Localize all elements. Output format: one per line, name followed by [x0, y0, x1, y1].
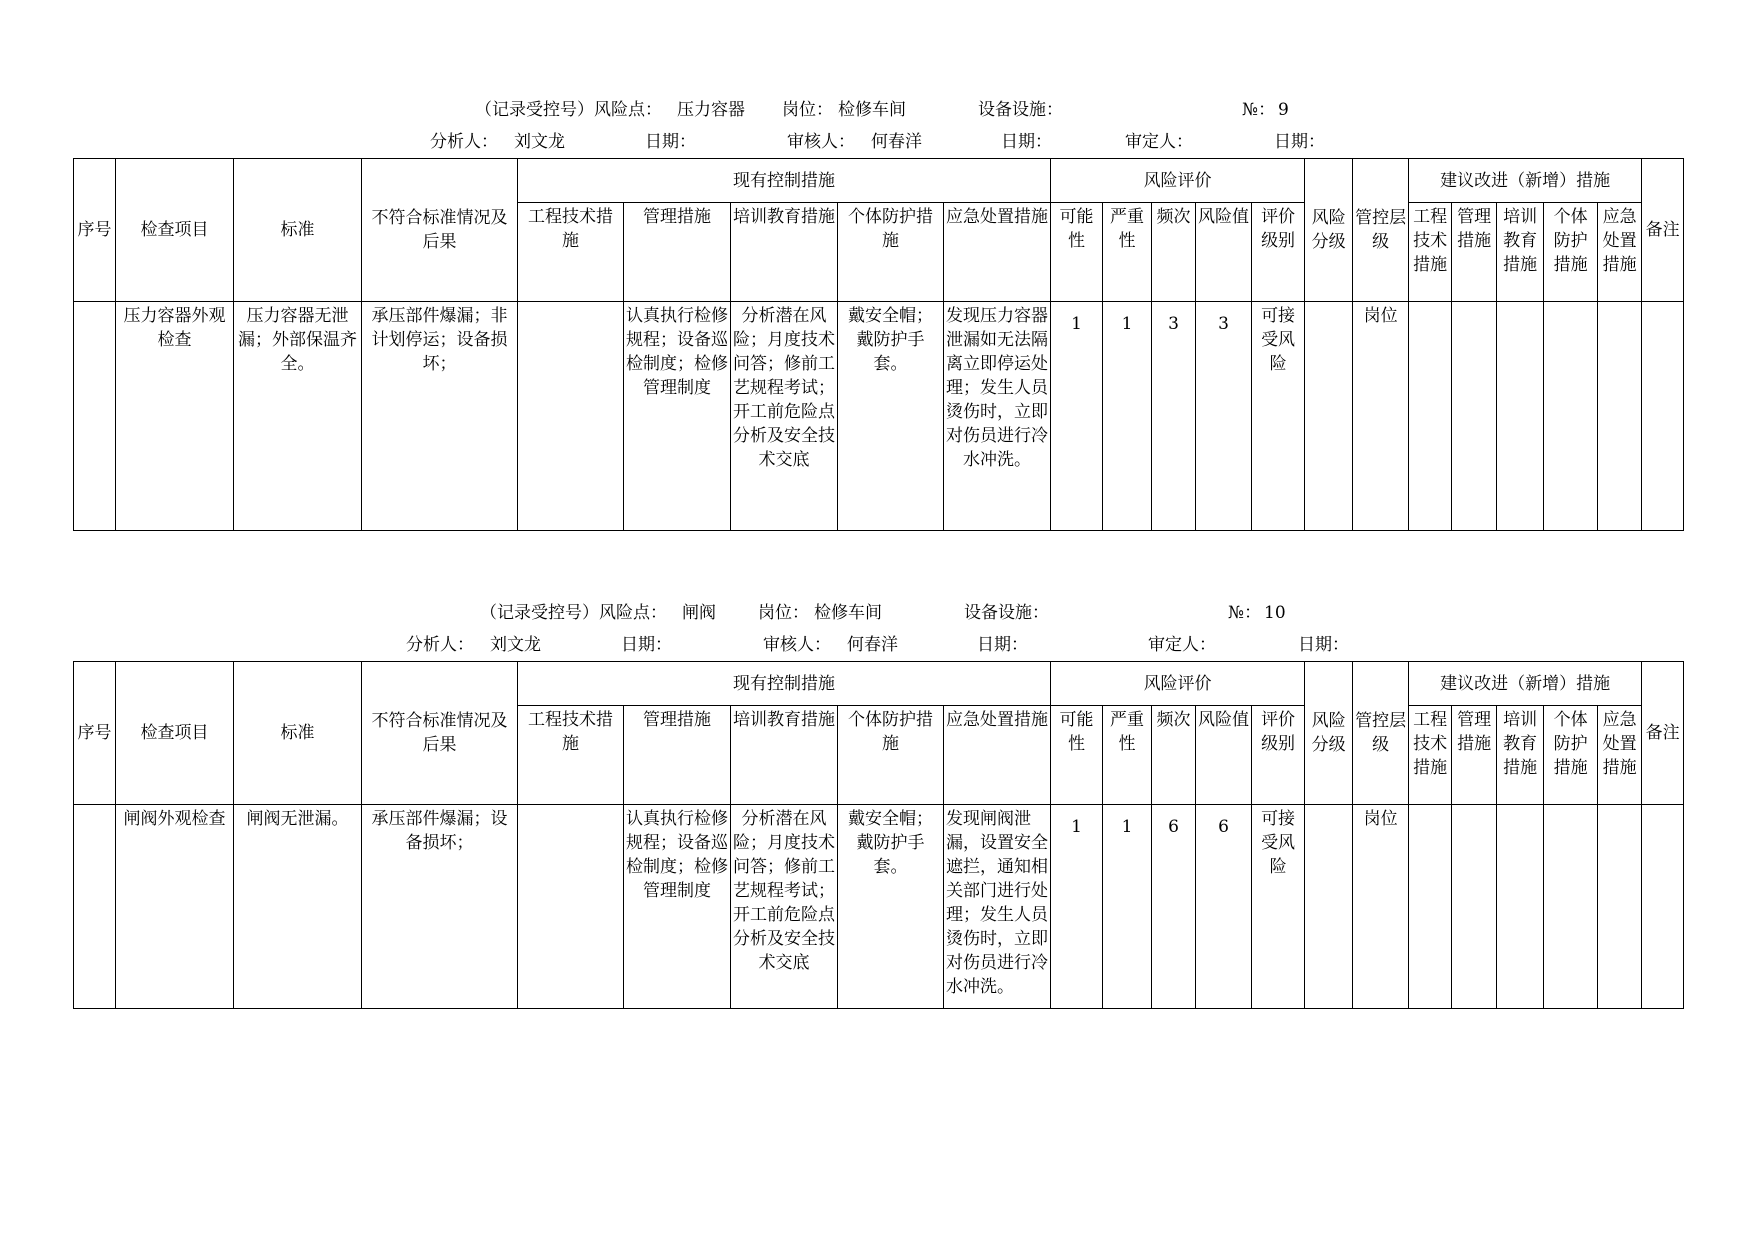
col-header-suggest-emergency: 应急处置措施 — [1598, 203, 1642, 302]
col-header-emergency: 应急处置措施 — [944, 706, 1051, 805]
col-header-management: 管理措施 — [624, 706, 731, 805]
analyst-label: 分析人： — [430, 132, 498, 152]
col-header-training: 培训教育措施 — [731, 203, 838, 302]
reviewer-value: 何春洋 — [847, 635, 898, 655]
col-header-suggest-management: 管理措施 — [1452, 706, 1497, 805]
cell-suggest-eng-tech — [1409, 805, 1452, 1009]
cell-risk-grade — [1305, 302, 1353, 531]
facility-label: 设备设施： — [978, 100, 1063, 120]
col-header-risk-value: 风险值 — [1196, 203, 1252, 302]
record-label: （记录受控号）风险点： — [475, 100, 662, 120]
col-group-suggested-measures: 建议改进（新增）措施 — [1409, 662, 1642, 706]
number-label: №： — [1228, 603, 1262, 623]
cell-seq — [74, 302, 116, 531]
col-group-existing-measures: 现有控制措施 — [518, 662, 1051, 706]
col-header-suggest-emergency: 应急处置措施 — [1598, 706, 1642, 805]
number-label: №： — [1242, 100, 1276, 120]
date-label: 日期： — [645, 132, 696, 152]
date-label: 日期： — [1298, 635, 1349, 655]
col-header-seq: 序号 — [74, 662, 116, 805]
col-header-ppe: 个体防护措施 — [838, 706, 944, 805]
reviewer-value: 何春洋 — [871, 132, 922, 152]
cell-eval-level: 可接受风险 — [1252, 302, 1305, 531]
col-header-risk-value: 风险值 — [1196, 706, 1252, 805]
cell-ppe: 戴安全帽；戴防护手套。 — [838, 805, 944, 1009]
post-label: 岗位： — [758, 603, 809, 623]
cell-eng-tech — [518, 805, 624, 1009]
cell-suggest-ppe — [1544, 302, 1598, 531]
col-header-severity: 严重性 — [1103, 203, 1152, 302]
col-header-check-item: 检查项目 — [116, 159, 234, 302]
col-header-suggest-training: 培训教育措施 — [1497, 203, 1544, 302]
col-header-possibility: 可能性 — [1051, 706, 1103, 805]
cell-risk-value: 6 — [1196, 805, 1252, 1009]
col-header-control-level: 管控层级 — [1353, 159, 1409, 302]
cell-severity: 1 — [1103, 805, 1152, 1009]
risk-point: 压力容器 — [677, 100, 745, 120]
cell-training: 分析潜在风险；月度技术问答；修前工艺规程考试；开工前危险点分析及安全技术交底 — [731, 302, 838, 531]
date-label: 日期： — [621, 635, 672, 655]
col-header-training: 培训教育措施 — [731, 706, 838, 805]
cell-suggest-eng-tech — [1409, 302, 1452, 531]
approver-label: 审定人： — [1125, 132, 1193, 152]
cell-suggest-emergency — [1598, 805, 1642, 1009]
risk-point: 闸阀 — [682, 603, 716, 623]
table-row — [74, 302, 1684, 531]
cell-risk-grade — [1305, 805, 1353, 1009]
col-header-remark: 备注 — [1642, 159, 1684, 302]
col-header-suggest-ppe: 个体防护措施 — [1544, 203, 1598, 302]
col-header-nonconformity: 不符合标准情况及后果 — [362, 662, 518, 805]
cell-emergency: 发现闸阀泄漏，设置安全遮拦，通知相关部门进行处理；发生人员烫伤时，立即对伤员进行冷水冲洗。 — [944, 805, 1051, 1009]
cell-training: 分析潜在风险；月度技术问答；修前工艺规程考试；开工前危险点分析及安全技术交底 — [731, 805, 838, 1009]
reviewer-label: 审核人： — [763, 635, 831, 655]
cell-check-item: 闸阀外观检查 — [116, 805, 234, 1009]
cell-management: 认真执行检修规程；设备巡检制度；检修管理制度 — [624, 302, 731, 531]
col-header-suggest-eng-tech: 工程技术措施 — [1409, 203, 1452, 302]
col-header-eng-tech: 工程技术措施 — [518, 203, 624, 302]
col-header-suggest-eng-tech: 工程技术措施 — [1409, 706, 1452, 805]
col-header-suggest-training: 培训教育措施 — [1497, 706, 1544, 805]
col-header-possibility: 可能性 — [1051, 203, 1103, 302]
col-group-existing-measures: 现有控制措施 — [518, 159, 1051, 203]
col-header-risk-grade: 风险分级 — [1305, 662, 1353, 805]
header-row — [74, 662, 1684, 706]
col-header-emergency: 应急处置措施 — [944, 203, 1051, 302]
col-header-risk-grade: 风险分级 — [1305, 159, 1353, 302]
reviewer-label: 审核人： — [787, 132, 855, 152]
cell-severity: 1 — [1103, 302, 1152, 531]
cell-management: 认真执行检修规程；设备巡检制度；检修管理制度 — [624, 805, 731, 1009]
col-header-eval-level: 评价级别 — [1252, 203, 1305, 302]
col-header-suggest-management: 管理措施 — [1452, 203, 1497, 302]
col-header-check-item: 检查项目 — [116, 662, 234, 805]
col-header-standard: 标准 — [234, 662, 362, 805]
cell-emergency: 发现压力容器泄漏如无法隔离立即停运处理；发生人员烫伤时，立即对伤员进行冷水冲洗。 — [944, 302, 1051, 531]
post-value: 检修车间 — [838, 100, 906, 120]
table-row — [74, 805, 1684, 1009]
col-header-nonconformity: 不符合标准情况及后果 — [362, 159, 518, 302]
analyst-value: 刘文龙 — [490, 635, 541, 655]
post-value: 检修车间 — [814, 603, 882, 623]
date-label: 日期： — [1001, 132, 1052, 152]
col-header-severity: 严重性 — [1103, 706, 1152, 805]
analyst-value: 刘文龙 — [514, 132, 565, 152]
cell-remark — [1642, 805, 1684, 1009]
col-header-eng-tech: 工程技术措施 — [518, 706, 624, 805]
number-value: 10 — [1264, 603, 1286, 623]
cell-suggest-training — [1497, 302, 1544, 531]
analyst-label: 分析人： — [406, 635, 474, 655]
approver-label: 审定人： — [1148, 635, 1216, 655]
col-header-control-level: 管控层级 — [1353, 662, 1409, 805]
date-label: 日期： — [977, 635, 1028, 655]
number-value: 9 — [1278, 100, 1289, 120]
col-header-ppe: 个体防护措施 — [838, 203, 944, 302]
col-header-standard: 标准 — [234, 159, 362, 302]
col-header-seq: 序号 — [74, 159, 116, 302]
cell-frequency: 6 — [1152, 805, 1196, 1009]
cell-possibility: 1 — [1051, 805, 1103, 1009]
record-label: （记录受控号）风险点： — [480, 603, 667, 623]
col-group-risk-evaluation: 风险评价 — [1051, 159, 1305, 203]
date-label: 日期： — [1274, 132, 1325, 152]
risk-table — [73, 158, 1684, 531]
facility-label: 设备设施： — [964, 603, 1049, 623]
risk-table — [73, 661, 1684, 1009]
col-header-suggest-ppe: 个体防护措施 — [1544, 706, 1598, 805]
cell-possibility: 1 — [1051, 302, 1103, 531]
cell-nonconformity: 承压部件爆漏；非计划停运；设备损坏； — [362, 302, 518, 531]
header-row — [74, 159, 1684, 203]
post-label: 岗位： — [782, 100, 833, 120]
col-header-eval-level: 评价级别 — [1252, 706, 1305, 805]
col-header-remark: 备注 — [1642, 662, 1684, 805]
cell-suggest-management — [1452, 302, 1497, 531]
cell-standard: 压力容器无泄漏；外部保温齐全。 — [234, 302, 362, 531]
col-header-frequency: 频次 — [1152, 706, 1196, 805]
cell-ppe: 戴安全帽；戴防护手套。 — [838, 302, 944, 531]
cell-nonconformity: 承压部件爆漏；设备损坏； — [362, 805, 518, 1009]
cell-suggest-management — [1452, 805, 1497, 1009]
cell-check-item: 压力容器外观检查 — [116, 302, 234, 531]
col-group-risk-evaluation: 风险评价 — [1051, 662, 1305, 706]
cell-risk-value: 3 — [1196, 302, 1252, 531]
cell-suggest-emergency — [1598, 302, 1642, 531]
cell-control-level: 岗位 — [1353, 302, 1409, 531]
cell-standard: 闸阀无泄漏。 — [234, 805, 362, 1009]
col-header-management: 管理措施 — [624, 203, 731, 302]
cell-control-level: 岗位 — [1353, 805, 1409, 1009]
cell-seq — [74, 805, 116, 1009]
cell-frequency: 3 — [1152, 302, 1196, 531]
cell-suggest-ppe — [1544, 805, 1598, 1009]
cell-eval-level: 可接受风险 — [1252, 805, 1305, 1009]
cell-suggest-training — [1497, 805, 1544, 1009]
cell-remark — [1642, 302, 1684, 531]
cell-eng-tech — [518, 302, 624, 531]
col-group-suggested-measures: 建议改进（新增）措施 — [1409, 159, 1642, 203]
col-header-frequency: 频次 — [1152, 203, 1196, 302]
